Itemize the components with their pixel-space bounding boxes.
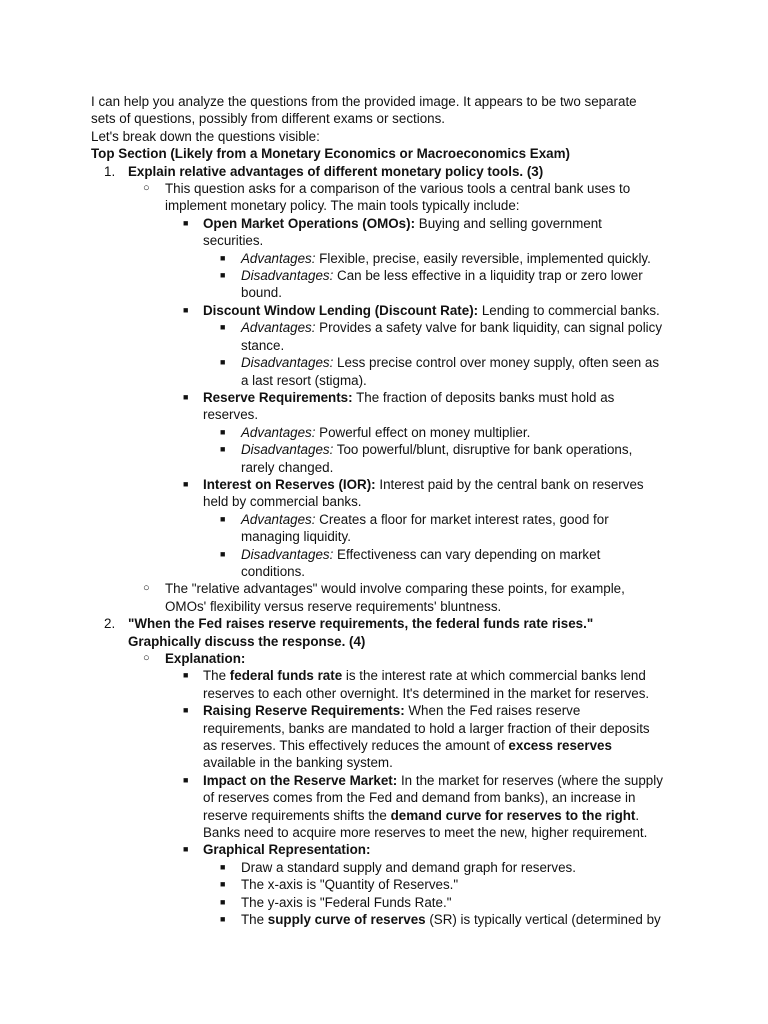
circle-bullet-icon: ○ <box>143 582 150 595</box>
tool-reserve-requirements: ■ Reserve Requirements: The fraction of deposits banks must hold as reserves. <box>183 389 615 423</box>
square-bullet-icon: ■ <box>220 914 226 925</box>
list-item: ■ Disadvantages: Too powerful/blunt, disruptive for bank operations, rarely changed. <box>220 442 633 475</box>
question-2: 2. "When the Fed raises reserve requirements, the federal funds rate rises." Graphically discuss the response. (4) <box>104 616 594 649</box>
square-bullet-icon: ■ <box>183 478 189 489</box>
list-item: ■ Graphical Representation: <box>183 842 371 858</box>
list-item: ■ Advantages: Powerful effect on money multiplier. <box>220 424 531 440</box>
document-body <box>91 93 691 929</box>
list-item: ■ The y-axis is "Federal Funds Rate." <box>220 894 452 910</box>
square-bullet-icon: ■ <box>183 774 189 785</box>
list-item: ■ Disadvantages: Less precise control over money supply, often seen as a last resort (stigma). <box>220 355 660 388</box>
square-bullet-icon: ■ <box>220 426 226 437</box>
list-item: ■ The supply curve of reserves (SR) is typically vertical (determined by <box>220 912 661 928</box>
section-heading: Top Section (Likely from a Monetary Economics or Macroeconomics Exam) <box>91 146 570 162</box>
square-bullet-icon: ■ <box>183 217 189 228</box>
list-item: ■ The x-axis is "Quantity of Reserves." <box>220 877 459 893</box>
list-item: ○ The "relative advantages" would involve comparing these points, for example, OMOs' flexibility versus reserve requirements' bluntness. <box>143 581 625 614</box>
list-item: ■ Advantages: Creates a floor for market interest rates, good for managing liquidity. <box>220 511 609 545</box>
square-bullet-icon: ■ <box>183 304 189 315</box>
list-item: ■ Raising Reserve Requirements: When the Fed raises reserve requirements, banks are mandated to hold a larger fraction of their deposits as reserves. This effectively reduces the amount of excess reserves available in the banking system. <box>183 703 650 771</box>
explanation-heading: Explanation: <box>165 651 246 666</box>
list-item: ■ Disadvantages: Can be less effective in a liquidity trap or zero lower bound. <box>220 268 643 301</box>
list-marker: 1. <box>104 163 116 179</box>
intro-text: I can help you analyze the questions from the provided image. It appears to be two separate <box>91 94 637 109</box>
square-bullet-icon: ■ <box>220 357 226 368</box>
intro-text: sets of questions, possibly from different exams or sections. <box>91 111 446 127</box>
intro-text: Let's break down the questions visible: <box>91 128 320 144</box>
square-bullet-icon: ■ <box>220 548 226 559</box>
list-item: ■ Disadvantages: Effectiveness can vary depending on market conditions. <box>220 546 601 579</box>
list-item: ■ Advantages: Flexible, precise, easily reversible, implemented quickly. <box>220 250 651 266</box>
circle-bullet-icon: ○ <box>143 182 150 195</box>
list-item: ○ This question asks for a comparison of the various tools a central bank uses to implement monetary policy. The main tools typically include: <box>143 181 631 214</box>
circle-bullet-icon: ○ <box>143 652 150 664</box>
list-item: ■ Advantages: Provides a safety valve for bank liquidity, can signal policy stance. <box>220 320 663 353</box>
question-1-title: Explain relative advantages of different monetary policy tools. (3) <box>128 163 544 179</box>
square-bullet-icon: ■ <box>220 444 226 455</box>
list-item: ■ Impact on the Reserve Market: In the market for reserves (where the supply of reserves comes from the Fed and demand from banks), an increase in reserve requirements shifts the demand curve for reserves to the right. Banks need to acquire more reserves to meet the new, higher requirement. <box>183 772 663 841</box>
list-item: ■ The federal funds rate is the interest rate at which commercial banks lend reserves to each other overnight. It's determined in the market for reserves. <box>183 668 650 701</box>
square-bullet-icon: ■ <box>183 670 189 681</box>
square-bullet-icon: ■ <box>220 896 226 907</box>
square-bullet-icon: ■ <box>220 513 226 524</box>
tool-discount-window: ■ Discount Window Lending (Discount Rate): Lending to commercial banks. <box>183 302 660 318</box>
square-bullet-icon: ■ <box>220 252 226 263</box>
list-item <box>91 650 691 667</box>
square-bullet-icon: ■ <box>220 861 226 872</box>
tool-omo: ■ Open Market Operations (OMOs): Buying and selling government securities. <box>183 215 602 249</box>
square-bullet-icon: ■ <box>220 322 226 333</box>
square-bullet-icon: ■ <box>183 844 189 855</box>
square-bullet-icon: ■ <box>183 391 189 402</box>
square-bullet-icon: ■ <box>220 879 226 890</box>
list-item: ■ Draw a standard supply and demand graph for reserves. <box>220 859 576 875</box>
list-marker: 2. <box>104 616 116 632</box>
square-bullet-icon: ■ <box>220 270 226 281</box>
question-2-title: "When the Fed raises reserve requirements, the federal funds rate rises." <box>128 616 594 632</box>
tool-interest-on-reserves: ■ Interest on Reserves (IOR): Interest paid by the central bank on reserves held by commercial banks. <box>183 476 644 510</box>
question-1 <box>91 163 691 180</box>
square-bullet-icon: ■ <box>183 705 189 716</box>
